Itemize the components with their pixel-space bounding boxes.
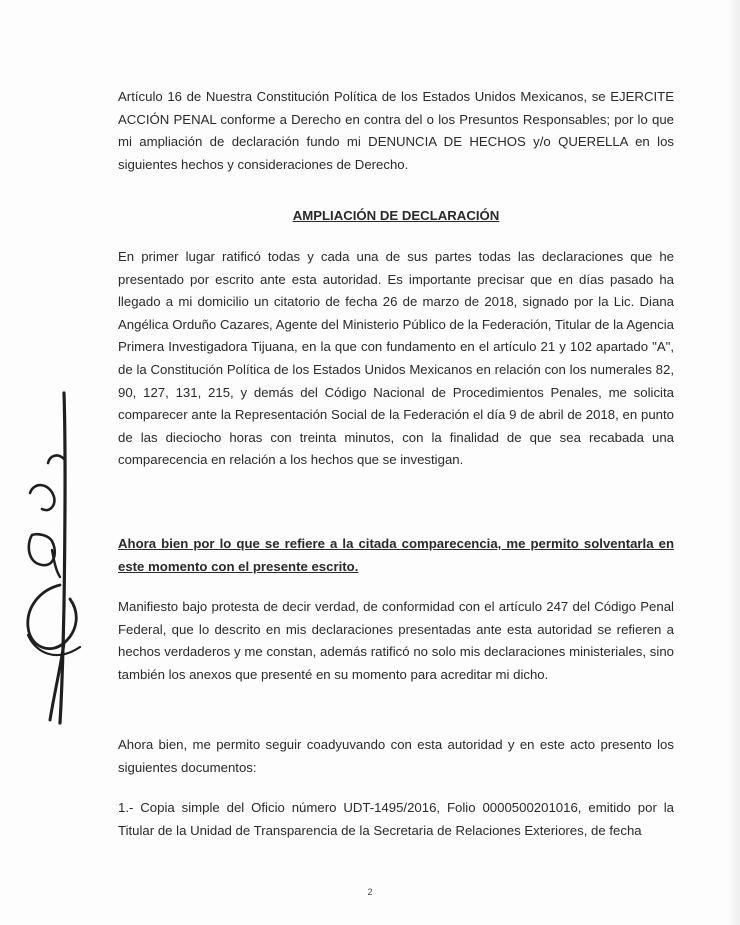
page-number: 2 <box>367 887 373 897</box>
paragraph-intro: Artículo 16 de Nuestra Constitución Política de los Estados Unidos Mexicanos, se EJERCITE ACCIÓN PENAL conforme a Derecho en contra del o los Presuntos Responsables; por lo que mi ampliación de declaración fundo mi DENUNCIA DE HECHOS y/o QUERELLA en los siguientes hechos y consideraciones de Derecho. <box>118 89 674 172</box>
paragraph-documents-intro: Ahora bien, me permito seguir coadyuvando con esta autoridad y en este acto presento los siguientes documentos: <box>118 737 674 775</box>
paragraph-ratification: En primer lugar ratificó todas y cada una de sus partes todas las declaraciones que he presentado por escrito ante esta autoridad. Es importante precisar que en días pasado ha llegado a mi domicilio un citatorio de fecha 26 de marzo de 2018, signado por la Lic. Diana Angélica Orduño Cazares, Agente del Ministerio Público de la Federación, Titular de la Agencia Primera Investigadora Tijuana, en la que con fundamento en el artículo 21 y 102 apartado "A", de la Constitución Política de los Estados Unidos Mexicanos en relación con los numerales 82, 90, 127, 131, 215, y demás del Código Nacional de Procedimientos Penales, me solicita comparecer ante la Representación Social de la Federación el día 9 de abril de 2018, en punto de las dieciocho horas con treinta minutos, con la finalidad de que sea recabada una comparecencia en relación a los hechos que se investigan. <box>118 249 674 468</box>
paragraph-item-1: 1.- Copia simple del Oficio número UDT-1495/2016, Folio 0000500201016, emitido por la Titular de la Unidad de Transparencia de la Secretaria de Relaciones Exteriores, de fecha <box>118 800 674 838</box>
page-edge-shadow <box>726 0 740 925</box>
section-heading: AMPLIACIÓN DE DECLARACIÓN <box>292 208 500 223</box>
handwritten-signature <box>20 385 90 735</box>
paragraph-protest: Manifiesto bajo protesta de decir verdad, de conformidad con el artículo 247 del Código Penal Federal, que lo descrito en mis declaraciones presentadas ante esta autoridad se refieren a hechos verdaderos y me constan, además ratificó no solo mis declaraciones ministeriales, sino también los anexos que presenté en su momento para acreditar mi dicho. <box>118 599 674 682</box>
paragraph-underlined: Ahora bien por lo que se refiere a la citada comparecencia, me permito solventarla en este momento con el presente escrito. <box>118 536 674 574</box>
